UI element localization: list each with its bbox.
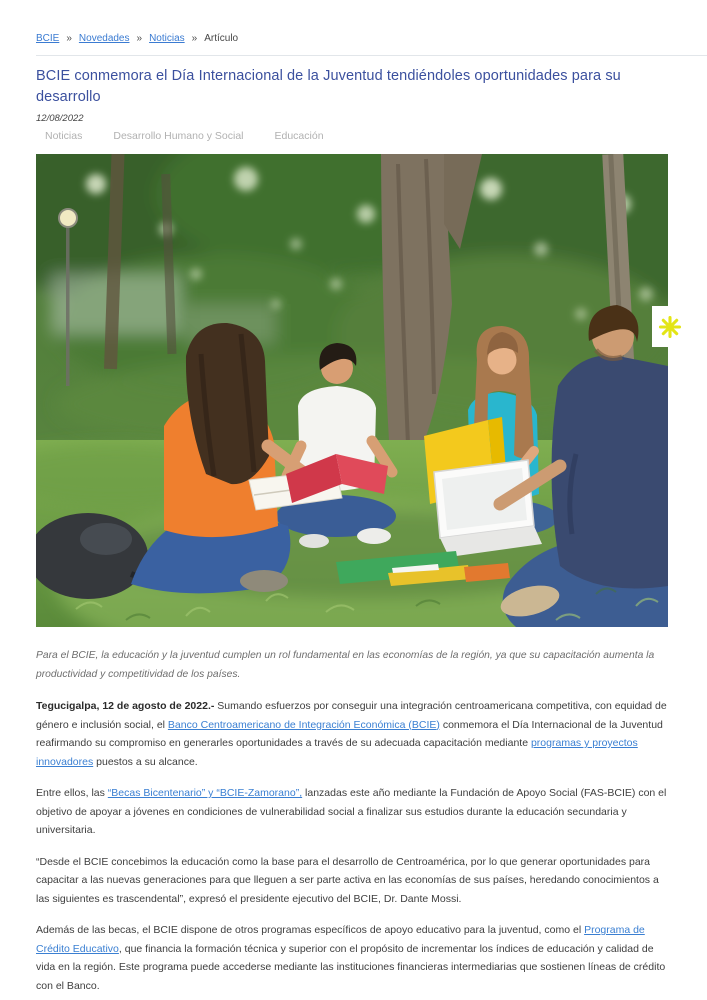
article-tag[interactable]: Desarrollo Humano y Social	[113, 130, 244, 142]
article-tag[interactable]: Noticias	[45, 130, 83, 142]
breadcrumb-separator: »	[66, 33, 72, 44]
article-body	[36, 697, 668, 995]
paragraph-text: Además de las becas, el BCIE dispone de otros programas específicos de apoyo educativo para la juventud, como el	[36, 924, 585, 936]
paragraph-text: Entre ellos, las	[36, 787, 108, 799]
breadcrumb	[0, 0, 707, 45]
paragraph-lead: Tegucigalpa, 12 de agosto de 2022.-	[36, 700, 215, 712]
paragraph-text: puestos a su alcance.	[93, 755, 198, 768]
paragraph-text: lanzadas este año mediante la Fundación de Apoyo Social (FAS-BCIE) con el objetivo de apoyar a jóvenes en condiciones de vulnerabilidad social a finalizar sus estudios durante la educación secundaria y universitaria.	[36, 787, 667, 836]
inline-link[interactable]: programas y proyectos innovadores	[36, 737, 638, 768]
article-paragraph	[36, 697, 668, 771]
article-tag[interactable]: Educación	[274, 130, 324, 142]
paragraph-text: conmemora el Día Internacional de la Juventud reafirmando su compromiso en generarles oportunidades a través de su adecuada capacitación mediante	[36, 718, 663, 749]
article-paragraph	[36, 921, 668, 995]
page-title: BCIE conmemora el Día Internacional de la Juventud tendiéndoles oportunidades para su desarrollo	[36, 68, 621, 105]
article-photo-illustration	[36, 154, 668, 627]
paragraph-text: , que financia la formación técnica y superior con el propósito de incrementar los índices de educación y calidad de vida en la región. Este programa puede accederse mediante las instituciones financieras intermediarias que sostienen líneas de crédito con el Banco.	[36, 942, 666, 992]
article-paragraph	[36, 784, 668, 840]
breadcrumb-item: Artículo	[204, 33, 239, 44]
breadcrumb-separator: »	[191, 33, 198, 44]
paragraph-text: Sumando esfuerzos por conseguir una integración centroamericana competitiva, con equidad de género e inclusión social, el	[36, 700, 667, 731]
breadcrumb-item[interactable]: BCIE	[36, 33, 60, 44]
inline-link[interactable]: Banco Centroamericano de Integración Económica (BCIE)	[167, 718, 440, 731]
article-date: 12/08/2022	[36, 113, 84, 124]
article-paragraph	[36, 853, 668, 909]
breadcrumb-separator: »	[136, 33, 143, 44]
breadcrumb-item[interactable]: Noticias	[149, 33, 185, 44]
breadcrumb-item[interactable]: Novedades	[78, 33, 130, 44]
accessibility-widget-button[interactable]	[652, 306, 688, 347]
photo-caption: Para el BCIE, la educación y la juventud cumplen un rol fundamental en las economías de la región, ya que su capacitación aumenta la productividad y competitividad de los países.	[36, 650, 655, 680]
asterisk-icon	[659, 316, 681, 338]
inline-link[interactable]: “Becas Bicentenario” y “BCIE-Zamorano”,	[107, 787, 303, 799]
paragraph-text: “Desde el BCIE concebimos la educación como la base para el desarrollo de Centroamérica, por lo que generar oportunidades para capacitar a las nuevas generaciones para que lleguen a ser parte activa en las economías de sus países, heredando conocimientos a las siguientes es trascendental”, expresó el presidente ejecutivo del BCIE, Dr. Dante Mossi.	[36, 855, 659, 905]
divider	[36, 55, 707, 56]
article-tags	[36, 130, 668, 142]
inline-link[interactable]: Programa de Crédito Educativo	[36, 924, 645, 955]
laptop-shape	[434, 460, 542, 557]
article-photo	[36, 154, 668, 627]
